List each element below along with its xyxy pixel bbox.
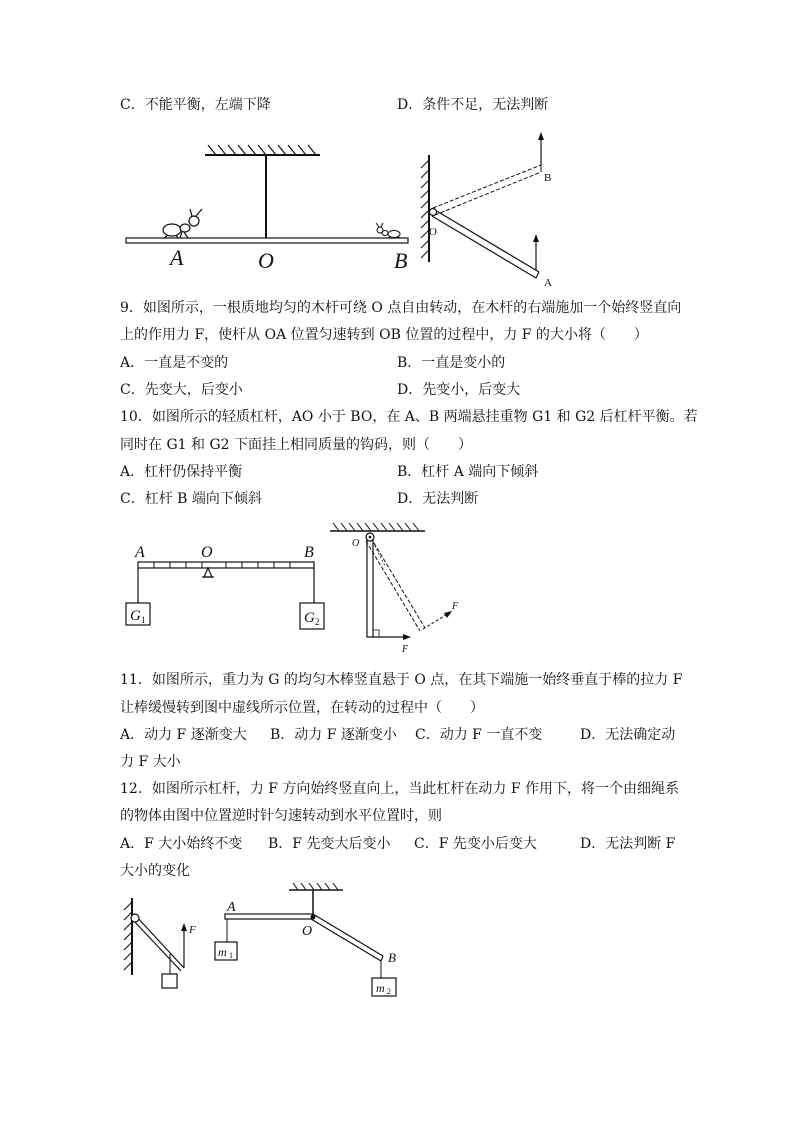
q10-option-a: A．杠杆仍保持平衡 [120, 464, 243, 480]
q10-option-c: C．杠杆 B 端向下倾斜 [120, 491, 262, 507]
q11-rod-figure [325, 520, 465, 655]
q11-option-a: A．动力 F 逐渐变大 [120, 727, 247, 743]
q9-stem-line-1: 9．如图所示，一根质地均匀的木杆可绕 O 点自由转动，在木杆的右端施加一个始终竖直向 [120, 300, 682, 316]
q12-label-o: O [302, 924, 313, 939]
q9-option-c: C．先变大，后变小 [120, 382, 243, 398]
q8-option-c: C．不能平衡，左端下降 [120, 97, 271, 113]
q10-stem-line-2: 同时在 G1 和 G2 下面挂上相同质量的钩码，则（ ） [120, 437, 472, 453]
q12-stem-line-1: 12．如图所示杠杆，力 F 方向始终竖直向上，当此杠杆在动力 F 作用下，将一个由细绳系 [120, 781, 680, 797]
q8-label-b: B [394, 248, 408, 273]
q12-option-c: C．F 先变小后变大 [414, 836, 537, 852]
q11-option-b: B．动力 F 逐渐变小 [270, 727, 397, 743]
q10-label-b: B [304, 544, 314, 561]
q10-option-d: D．无法判断 [397, 491, 479, 507]
q12-label-m2-sub: 2 [387, 987, 391, 996]
q11-option-c: C．动力 F 一直不变 [415, 727, 543, 743]
q11-label-f-dashed: F [452, 601, 459, 612]
q8-label-o: O [258, 248, 274, 273]
q12-label-m1-sub: 1 [229, 951, 233, 960]
small-ant-icon [376, 223, 400, 238]
q9-stem-line-2: 上的作用力 F，使杆从 OA 位置匀速转到 OB 位置的过程中，力 F 的大小将（ ） [120, 327, 648, 343]
q11-label-o: O [352, 538, 360, 549]
q9-rod-figure [415, 130, 565, 290]
q11-option-d: D．无法确定动 [580, 727, 676, 743]
q12-label-b: B [388, 950, 396, 965]
q12-label-f: F [189, 924, 196, 936]
q10-stem-line-1: 10．如图所示的轻质杠杆，AO 小于 BO，在 A、B 两端悬挂重物 G1 和 G2 后杠杆平衡。若 [120, 409, 698, 425]
q10-label-o: O [201, 544, 213, 561]
q9-option-b: B．一直是变小的 [397, 355, 506, 371]
q10-label-a: A [135, 544, 145, 561]
q9-label-a: A [544, 277, 552, 289]
q10-label-g2-sub: 2 [315, 617, 320, 627]
q9-option-a: A．一直是不变的 [120, 355, 229, 371]
q8-option-d: D．条件不足，无法判断 [397, 97, 549, 113]
q12-option-a: A．F 大小始终不变 [120, 836, 243, 852]
q10-label-g1-sub: 1 [141, 615, 146, 625]
q11-stem-line-1: 11．如图所示，重力为 G 的均匀木棒竖直悬于 O 点，在其下端施一始终垂直于棒的拉力 F [120, 672, 683, 688]
q10-label-g2: G [304, 610, 315, 626]
big-ant-icon [163, 209, 202, 238]
q12-option-b: B．F 先变大后变小 [268, 836, 391, 852]
q12-label-m2: m [376, 981, 385, 995]
q10-lever-figure [118, 540, 328, 640]
q11-label-f-horizontal: F [402, 644, 409, 655]
q12-label-m1: m [218, 945, 227, 959]
q9-label-b: B [544, 172, 552, 184]
q8-label-a: A [170, 245, 184, 270]
q9-label-o: O [429, 226, 437, 238]
q12-option-d: D．无法判断 F [580, 836, 676, 852]
q10-option-b: B．杠杆 A 端向下倾斜 [397, 464, 539, 480]
q10-label-g1: G [130, 608, 141, 624]
q12-lever-figure [118, 890, 218, 1000]
q12-bent-lever-figure [205, 880, 415, 1000]
q9-option-d: D．先变小，后变大 [397, 382, 521, 398]
q12-stem-line-2: 的物体由图中位置逆时针匀速转动到水平位置时，则 [120, 808, 442, 824]
q11-option-d-continued: 力 F 大小 [120, 754, 181, 770]
q8-lever-figure [120, 135, 420, 275]
q12-label-a: A [227, 900, 236, 915]
q12-option-d-continued: 大小的变化 [120, 863, 190, 879]
q11-stem-line-2: 让棒缓慢转到图中虚线所示位置，在转动的过程中（ ） [120, 700, 484, 716]
